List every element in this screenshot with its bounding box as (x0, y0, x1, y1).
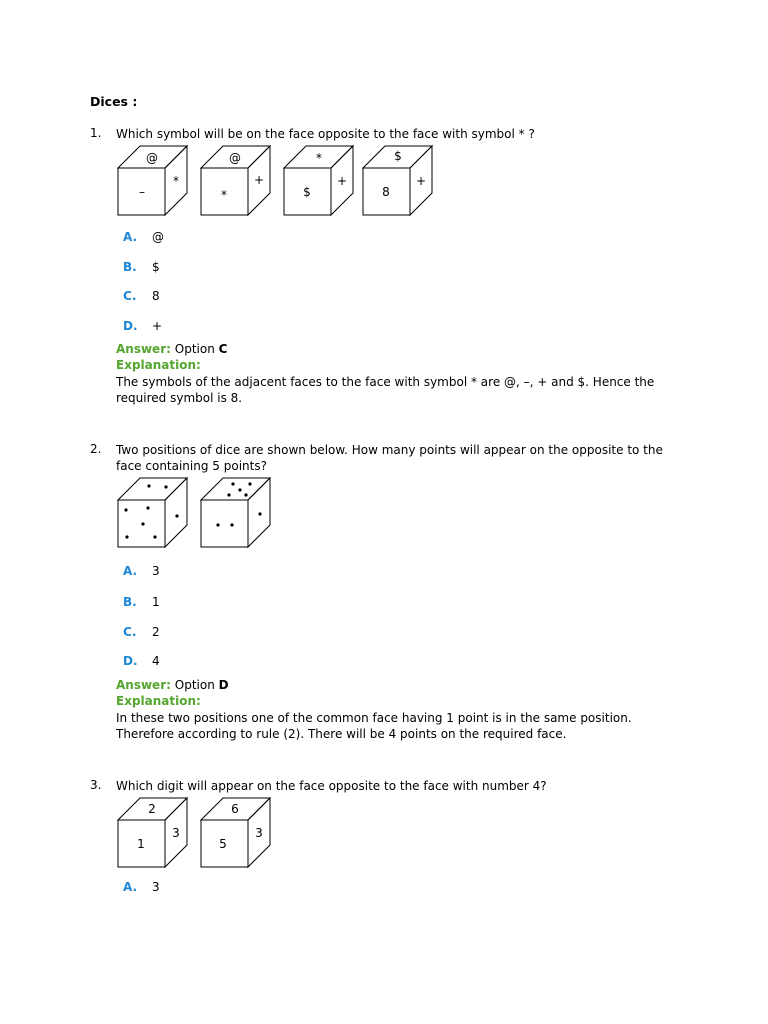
option-suffix: . (132, 319, 138, 333)
option-b[interactable] (123, 260, 160, 274)
option-b[interactable] (123, 595, 160, 609)
option-a[interactable] (123, 564, 160, 578)
option-word: Option (174, 342, 215, 356)
question-text: Two positions of dice are shown below. How many points will appear on the opposite to the face containing 5 points? (116, 443, 663, 473)
pip (244, 493, 247, 496)
option-letter: A (123, 880, 133, 894)
option-value: 3 (152, 564, 160, 578)
pip (141, 522, 144, 525)
die-2-top: @ (229, 151, 241, 165)
question-number: 1. (90, 126, 102, 140)
option-letter: C (123, 289, 132, 303)
option-suffix: . (131, 289, 137, 303)
question-text: Which symbol will be on the face opposite to the face with symbol * ? (116, 127, 535, 141)
die-3-side: + (336, 174, 348, 188)
question-number: 2. (90, 442, 102, 456)
option-letter: C (123, 625, 132, 639)
dice-figure (116, 795, 286, 871)
explanation-text: In these two positions one of the common face having 1 point is in the same position. Therefore according to rule (2). There will be 4 points on the required face. (116, 711, 632, 741)
die-1-top: 2 (148, 802, 156, 816)
die-4-front: 8 (382, 185, 390, 199)
option-value: 2 (152, 625, 160, 639)
pip (230, 523, 233, 526)
die-1-side: * (173, 174, 179, 188)
answer-label: Answer: (116, 678, 171, 692)
die-1-top: @ (146, 151, 158, 165)
answer-option: D (218, 678, 229, 692)
pip (125, 535, 128, 538)
question-number: 3. (90, 778, 102, 792)
answer-label: Answer: (116, 342, 171, 356)
die-4-top: $ (394, 149, 402, 163)
option-value: 1 (152, 595, 160, 609)
option-value: + (152, 319, 163, 333)
option-d[interactable] (123, 319, 162, 333)
option-letter: B (123, 260, 133, 274)
option-a[interactable] (123, 230, 164, 244)
option-letter: A (123, 564, 133, 578)
die-1-front: 1 (137, 837, 145, 851)
pip (238, 488, 241, 491)
option-value: @ (152, 230, 164, 244)
dice-figure (116, 143, 366, 219)
option-suffix: . (131, 625, 137, 639)
option-c[interactable] (123, 625, 160, 639)
option-value: $ (152, 260, 160, 274)
explanation-text: The symbols of the adjacent faces to the face with symbol * are @, –, + and $. Hence the required symbol is 8. (116, 375, 655, 405)
pip (153, 535, 156, 538)
option-letter: B (123, 595, 133, 609)
option-value: 3 (152, 880, 160, 894)
pip (231, 482, 234, 485)
option-letter: D (123, 654, 133, 668)
option-suffix: . (132, 564, 138, 578)
die-2-side: + (253, 173, 265, 187)
die-3-top: * (316, 151, 322, 165)
die-2-side: 3 (255, 826, 263, 840)
option-value: 8 (152, 289, 160, 303)
option-word: Option (174, 678, 215, 692)
dice-diagram-extra (361, 143, 441, 219)
answer-line (116, 342, 227, 356)
dice-diagram (116, 475, 286, 551)
pip (175, 514, 178, 517)
pip (124, 508, 127, 511)
option-suffix: . (132, 230, 138, 244)
option-suffix: . (132, 880, 138, 894)
pip (147, 484, 150, 487)
option-letter: A (123, 230, 133, 244)
page-title: Dices : (90, 94, 138, 109)
option-suffix: . (132, 595, 137, 609)
die-2-dots (216, 482, 261, 526)
die-1-side: 3 (172, 826, 180, 840)
option-letter: D (123, 319, 133, 333)
die-1-front: – (139, 185, 145, 199)
explanation-label: Explanation: (116, 694, 201, 708)
die-2-front: 5 (219, 837, 227, 851)
die-4-side: + (415, 174, 427, 188)
dice-figure (116, 475, 286, 551)
pip (164, 485, 167, 488)
option-suffix: . (132, 654, 138, 668)
die-3-front: $ (303, 185, 311, 199)
pip (146, 506, 149, 509)
option-value: 4 (152, 654, 160, 668)
option-suffix: . (132, 260, 137, 274)
dice-figure-extra (361, 143, 441, 219)
pip (227, 493, 230, 496)
die-2-front: * (221, 188, 227, 202)
pip (216, 523, 219, 526)
pip (258, 512, 261, 515)
explanation-label: Explanation: (116, 358, 201, 372)
die-2-top: 6 (231, 802, 239, 816)
option-d[interactable] (123, 654, 160, 668)
dice-diagram (116, 795, 286, 871)
option-c[interactable] (123, 289, 160, 303)
option-a[interactable] (123, 880, 160, 894)
answer-line (116, 678, 229, 692)
pip (248, 482, 251, 485)
die-1-dots (124, 484, 178, 538)
answer-option: C (218, 342, 228, 356)
dice-diagram (116, 143, 366, 219)
question-text: Which digit will appear on the face opposite to the face with number 4? (116, 779, 547, 793)
